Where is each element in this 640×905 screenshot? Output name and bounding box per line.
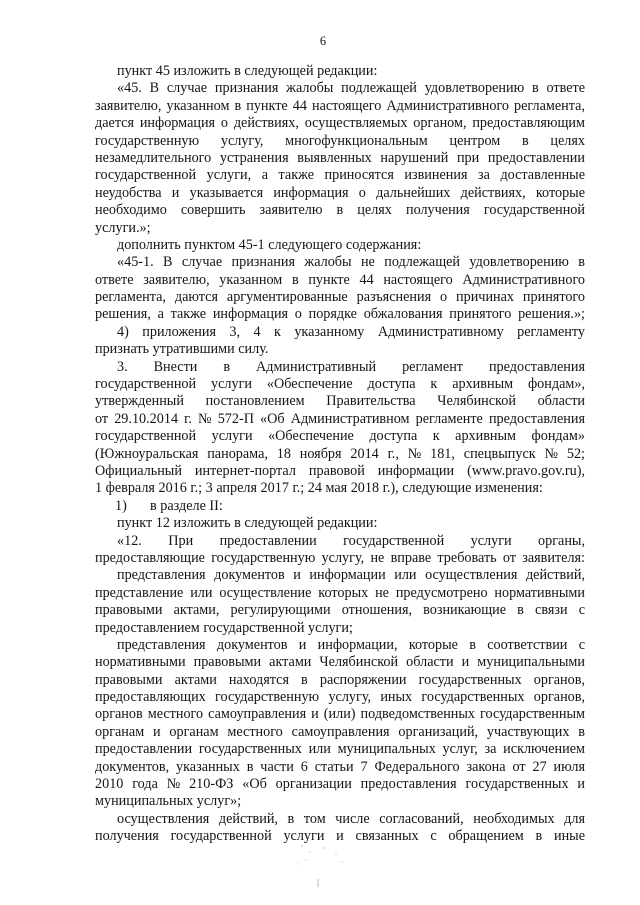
subitem-number: 1) xyxy=(115,497,127,514)
text-line xyxy=(95,480,585,497)
text-line xyxy=(95,324,585,341)
line-text: «45-1. В случае признания жалобы не подлежащей удовлетворению в xyxy=(117,254,585,271)
text-line xyxy=(95,602,585,619)
text-line xyxy=(95,80,585,97)
text-line xyxy=(95,115,585,132)
text-line xyxy=(95,759,585,776)
text-line xyxy=(95,672,585,689)
text-line xyxy=(95,411,585,428)
line-text: дается информация о действиях, осуществляемых органом, предоставляющим xyxy=(95,115,585,132)
line-text: утвержденный постановлением Правительства Челябинской области xyxy=(95,393,585,410)
line-text: 3. Внести в Административный регламент предоставления xyxy=(117,358,585,375)
line-text: услуги.»; xyxy=(95,219,151,236)
line-text: ответе заявителю, указанном в пункте 44 настоящего Административного xyxy=(95,271,585,288)
line-text: заявителю, указанном в пункте 44 настоящего Административного регламента, xyxy=(95,97,585,114)
text-line xyxy=(95,463,585,480)
text-line xyxy=(95,793,585,810)
line-text: признать утратившими силу. xyxy=(95,341,269,358)
line-text: от 29.10.2014 г. № 572-П «Об Административном регламенте предоставления xyxy=(95,410,585,427)
paragraph-item-12-text xyxy=(95,533,585,568)
text-line xyxy=(95,98,585,115)
text-line xyxy=(95,237,585,254)
line-text: документов, указанных в части 6 статьи 7 Федерального закона от 27 июля xyxy=(95,758,585,775)
line-text: 4) приложения 3, 4 к указанному Административному регламенту xyxy=(117,323,585,340)
page-number: 6 xyxy=(319,34,327,48)
line-text: государственной услуги «Обеспечение доступа к архивным фондам» xyxy=(95,428,585,445)
paragraph-item-3 xyxy=(95,359,585,498)
text-line xyxy=(95,741,585,758)
text-line xyxy=(95,446,585,463)
text-line xyxy=(95,776,585,793)
line-text: представления документов и информации, которые в соответствии с xyxy=(117,636,585,653)
line-text: предоставлении государственных или муниципальных услуг, за исключением xyxy=(95,741,585,758)
paragraph-clause-documents xyxy=(95,567,585,637)
line-text: пункт 45 изложить в следующей редакции: xyxy=(117,63,378,79)
line-text: представления документов и информации или осуществления действий, xyxy=(117,567,585,584)
line-text: «45. В случае признания жалобы подлежащей удовлетворению в ответе xyxy=(117,80,585,97)
text-line xyxy=(95,637,585,654)
text-line xyxy=(95,341,585,358)
text-line xyxy=(95,133,585,150)
text-line xyxy=(95,150,585,167)
line-text: (Южноуральская панорама, 18 ноября 2014 г., № 181, спецвыпуск № 52; xyxy=(95,445,585,462)
text-line xyxy=(95,550,585,567)
text-line xyxy=(95,585,585,602)
text-line xyxy=(95,393,585,410)
line-text: органам и органам местного самоуправления организаций, участвующих в xyxy=(95,723,585,740)
text-line xyxy=(95,359,585,376)
paragraph-clause-documents-in-possession xyxy=(95,637,585,811)
text-line xyxy=(95,254,585,271)
text-line xyxy=(95,654,585,671)
text-line xyxy=(95,63,585,80)
text-line xyxy=(95,724,585,741)
text-line xyxy=(95,498,585,515)
paragraph-item-45-1-text xyxy=(95,254,585,324)
text-line xyxy=(95,376,585,393)
line-text: предоставляющих государственную услугу, иных государственных органов, xyxy=(95,689,585,706)
line-text: предоставлением государственной услуги; xyxy=(95,619,353,636)
line-text: 2010 года № 210-ФЗ «Об организации предоставления государственных и xyxy=(95,776,585,793)
paragraph-subitem-1 xyxy=(95,498,585,515)
line-text: 1 февраля 2016 г.; 3 апреля 2017 г.; 24 мая 2018 г.), следующие изменения: xyxy=(95,480,543,497)
line-text: необходимо совершить заявителю в целях получения государственной xyxy=(95,202,585,219)
line-text: в разделе II: xyxy=(150,497,223,514)
text-line xyxy=(95,289,585,306)
text-line xyxy=(95,428,585,445)
line-text: государственную услугу, многофункциональным центром в целях xyxy=(95,132,585,149)
paragraph-subitem-4 xyxy=(95,324,585,359)
text-line xyxy=(95,567,585,584)
text-line xyxy=(95,220,585,237)
paragraph-intro-item-45 xyxy=(95,63,585,80)
text-line xyxy=(95,306,585,323)
text-line xyxy=(95,272,585,289)
text-line xyxy=(95,706,585,723)
line-text: нормативными правовыми актами Челябинской области и муниципальными xyxy=(95,654,585,671)
line-text: органов местного самоуправления и (или) подведомственных государственным xyxy=(95,706,585,723)
text-line xyxy=(95,533,585,550)
line-text: регламента, даются аргументированные разъяснения о причинах принятого xyxy=(95,289,585,306)
line-text: решения, а также информация о порядке обжалования принятого решения.»; xyxy=(95,306,585,323)
line-text: Официальный интернет-портал правовой информации (www.pravo.gov.ru), xyxy=(95,462,585,479)
line-text: государственной услуги, а также приносятся извинения за доставленные xyxy=(95,167,585,184)
line-text: правовыми актами находятся в распоряжении государственных органов, xyxy=(95,671,585,688)
line-text: государственной услуги «Обеспечение доступа к архивным фондам», xyxy=(95,376,585,393)
paragraph-intro-item-12 xyxy=(95,515,585,532)
text-line xyxy=(95,167,585,184)
line-text: осуществления действий, в том числе согласований, необходимых для xyxy=(117,810,585,827)
line-text: предоставляющие государственную услугу, не вправе требовать от заявителя: xyxy=(95,549,585,566)
line-text: муниципальных услуг»; xyxy=(95,793,242,810)
line-text: незамедлительного устранения выявленных нарушений при предоставлении xyxy=(95,149,585,166)
line-text: неудобства и указывается информация о дальнейших действиях, которые xyxy=(95,184,585,201)
line-text: «12. При предоставлении государственной услуги органы, xyxy=(117,532,585,549)
paragraph-item-45-text xyxy=(95,80,585,237)
paragraph-add-item-45-1 xyxy=(95,237,585,254)
line-text: получения государственной услуги и связанных с обращением в иные xyxy=(95,828,585,845)
line-text: представление или осуществление которых не предусмотрено нормативными xyxy=(95,584,585,601)
scan-speckle xyxy=(280,838,370,890)
text-line xyxy=(95,620,585,637)
line-text: правовыми актами, регулирующими отношения, возникающие в связи с xyxy=(95,602,585,619)
line-text: пункт 12 изложить в следующей редакции: xyxy=(117,515,378,532)
line-text: дополнить пунктом 45-1 следующего содержания: xyxy=(117,236,422,253)
text-line xyxy=(95,185,585,202)
text-line xyxy=(95,515,585,532)
text-line xyxy=(95,811,585,828)
document-body xyxy=(95,63,585,846)
text-line xyxy=(95,202,585,219)
text-line xyxy=(95,689,585,706)
